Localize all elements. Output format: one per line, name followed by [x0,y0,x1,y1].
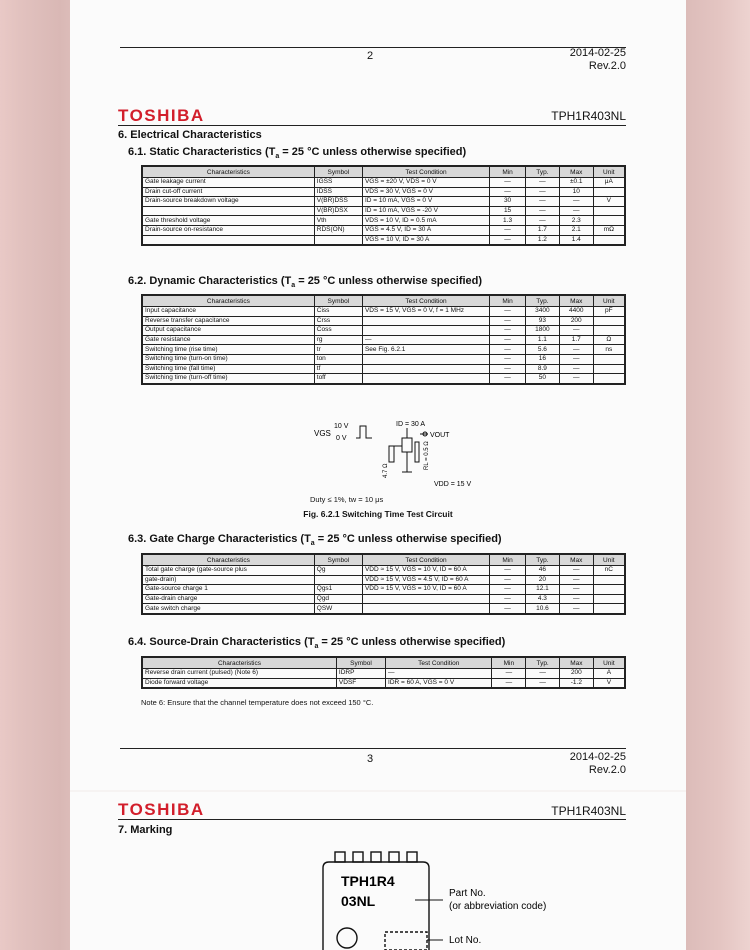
table-cell: IGSS [314,178,362,188]
table-cell: — [526,197,560,207]
mosfet-symbol [402,438,412,452]
table-row [142,345,625,355]
date-text: 2014-02-25 [569,47,626,59]
source-drain-table [141,656,626,689]
table-cell: — [492,678,526,688]
table-cell: gate-drain) [142,575,314,585]
table-cell [593,316,625,326]
brand-rule [118,819,626,820]
table-cell [362,354,489,364]
table-cell: 10 [559,187,593,197]
table-header-row: Characteristics Symbol Test Condition Min Typ. Max Unit [142,554,625,566]
table-cell [362,316,489,326]
table-cell: — [490,335,526,345]
toshiba-logo: TOSHIBA [118,106,205,125]
load-resistor [415,442,419,462]
table-cell: Ciss [314,307,362,317]
table-cell: — [490,307,526,317]
table-cell: mΩ [593,225,625,235]
table-cell: 200 [559,316,593,326]
table-cell: Drain-source on-resistance [142,225,314,235]
note-6: Note 6: Ensure that the channel temperature does not exceed 150 °C. [141,698,374,707]
table-header-row: Characteristics Symbol Test Condition Min Typ. Max Unit [142,166,625,178]
table-cell: ton [314,354,362,364]
package-lead [371,852,381,862]
table-cell: — [559,374,593,384]
lot-box [385,932,427,950]
table-row [142,566,625,576]
table-cell: 1.1 [526,335,560,345]
table-cell: — [559,354,593,364]
part-no-label: Part No. [449,888,486,899]
datasheet-page [70,792,686,950]
page-number: 2 [367,50,374,62]
table-cell: — [526,187,560,197]
part-number: TPH1R403NL [551,109,626,123]
table-cell: — [490,345,526,355]
table-cell: 4400 [559,307,593,317]
table-cell: 50 [526,374,560,384]
table-cell: Qg [314,566,362,576]
table-cell: ID = 10 mA, VGS = -20 V [362,206,489,216]
table-cell: — [559,326,593,336]
table-cell [593,604,625,614]
table-cell: VDS = 10 V, ID = 0.5 mA [362,216,489,226]
brand-rule [118,125,626,126]
table-cell [362,364,489,374]
figure-caption: Fig. 6.2.1 Switching Time Test Circuit [303,509,453,519]
table-cell: IDRP [336,669,385,679]
table-cell: — [490,594,526,604]
table-cell: VGS = ±20 V, VDS = 0 V [362,178,489,188]
table-header-row: Characteristics Symbol Test Condition Min Typ. Max Unit [142,295,625,307]
table-cell [593,187,625,197]
table-cell: — [559,585,593,595]
table-cell: Ω [593,335,625,345]
marking-diagram [315,848,685,950]
table-cell: 20 [526,575,560,585]
table-cell: -1.2 [559,678,593,688]
table-cell: VDD ≈ 15 V, VGS = 4.5 V, ID = 60 A [362,575,489,585]
table-cell [142,206,314,216]
table-cell: Reverse drain current (pulsed) (Note 6) [142,669,336,679]
table-cell [362,326,489,336]
table-cell: Drain cut-off current [142,187,314,197]
table-cell: — [559,604,593,614]
subsection-title: 6.4. Source-Drain Characteristics ($T_a = 25$ °C unless otherwise specified) [128,636,506,651]
package-lead [335,852,345,862]
table-cell [314,235,362,245]
marking-line-2: 03NL [341,893,376,909]
table-cell [593,354,625,364]
table-cell: Qgd [314,594,362,604]
table-cell: — [559,594,593,604]
marking-line-1: TPH1R4 [341,873,395,889]
table-cell [362,374,489,384]
table-cell: 46 [526,566,560,576]
table-cell: — [559,575,593,585]
table-cell: 1.3 [490,216,526,226]
table-row [142,335,625,345]
table-cell: — [559,566,593,576]
table-cell: 1.7 [526,225,560,235]
table-cell [593,206,625,216]
pin1-marker [337,928,357,948]
table-cell: tr [314,345,362,355]
table-cell: 8.9 [526,364,560,374]
table-cell: VDS = 30 V, VGS = 0 V [362,187,489,197]
table-cell: — [559,206,593,216]
table-row [142,316,625,326]
table-row [142,206,625,216]
package-lead [353,852,363,862]
header-rule [120,47,626,48]
gate-charge-table [141,553,626,615]
table-cell: ns [593,345,625,355]
table-cell: IDSS [314,187,362,197]
table-cell: ID = 10 mA, VGS = 0 V [362,197,489,207]
vgs-label: VGS [314,429,331,438]
table-cell: 15 [490,206,526,216]
table-cell: 16 [526,354,560,364]
table-cell: — [362,335,489,345]
duty-note: Duty ≤ 1%, tw = 10 μs [310,495,384,504]
table-cell: Gate switch charge [142,604,314,614]
table-row [142,354,625,364]
table-cell [142,235,314,245]
table-cell: μA [593,178,625,188]
table-cell: Gate-source charge 1 [142,585,314,595]
table-row [142,187,625,197]
table-header-row: Characteristics Symbol Test Condition Min Typ. Max Unit [142,657,625,669]
table-cell: — [559,364,593,374]
table-cell: 1.4 [559,235,593,245]
table-row [142,178,625,188]
table-cell: Vth [314,216,362,226]
table-cell: Drain-source breakdown voltage [142,197,314,207]
table-cell: 10.6 [526,604,560,614]
table-row [142,678,625,688]
table-cell [593,326,625,336]
table-cell: VDD ≈ 15 V, VGS = 10 V, ID = 60 A [362,566,489,576]
table-row [142,197,625,207]
package-lead [389,852,399,862]
lot-no-label: Lot No. [449,935,482,946]
table-cell: — [490,566,526,576]
table-cell: Switching time (turn-off time) [142,374,314,384]
table-cell: Total gate charge (gate-source plus [142,566,314,576]
table-cell: — [386,669,492,679]
table-cell: Gate leakage current [142,178,314,188]
table-row [142,594,625,604]
table-cell: — [490,354,526,364]
table-cell: — [526,206,560,216]
table-cell: 200 [559,669,593,679]
table-row [142,604,625,614]
table-cell: pF [593,307,625,317]
table-cell: V [593,678,625,688]
table-cell: — [490,326,526,336]
id-label: ID = 30 A [396,421,425,428]
table-cell: See Fig. 6.2.1 [362,345,489,355]
table-cell: 3400 [526,307,560,317]
table-row [142,669,625,679]
subsection-title: 6.2. Dynamic Characteristics ($T_a = 25$ °C unless otherwise specified) [128,275,483,290]
table-cell: — [559,345,593,355]
table-cell: Gate-drain charge [142,594,314,604]
table-row [142,216,625,226]
table-cell: ±0.1 [559,178,593,188]
revision-date [570,751,626,777]
datasheet-page [70,0,686,790]
table-cell: QSW [314,604,362,614]
revision-date [570,47,626,73]
table-cell: Gate resistance [142,335,314,345]
table-cell: — [490,225,526,235]
table-cell: Switching time (turn-on time) [142,354,314,364]
gate-resistor [389,446,394,462]
table-cell [593,585,625,595]
vout-label: VOUT [430,432,450,439]
table-cell [362,594,489,604]
table-row [142,307,625,317]
table-cell [593,575,625,585]
pulse-waveform [356,426,372,438]
table-row [142,585,625,595]
table-cell: — [490,235,526,245]
page-number: 3 [367,753,374,765]
v10-label: 10 V [334,423,349,430]
table-cell: — [526,178,560,188]
table-cell: rg [314,335,362,345]
table-row [142,575,625,585]
table-cell: — [490,316,526,326]
table-cell [593,374,625,384]
table-cell: — [526,678,560,688]
subsection-title: 6.3. Gate Charge Characteristics ($T_a = 25$ °C unless otherwise specified) [128,533,502,548]
table-cell: 4.3 [526,594,560,604]
table-cell [593,594,625,604]
table-cell: 1.2 [526,235,560,245]
rev-text: Rev.2.0 [588,764,626,776]
table-cell: RDS(ON) [314,225,362,235]
static-characteristics-table [141,165,626,246]
table-cell: VDS = 15 V, VGS = 0 V, f = 1 MHz [362,307,489,317]
table-row [142,326,625,336]
table-cell: — [490,604,526,614]
table-cell: Qgs1 [314,585,362,595]
table-cell: Diode forward voltage [142,678,336,688]
package-lead [407,852,417,862]
table-cell: 93 [526,316,560,326]
dynamic-characteristics-table [141,294,626,385]
table-cell: VDSF [336,678,385,688]
table-cell: Reverse transfer capacitance [142,316,314,326]
table-cell [314,575,362,585]
footer-rule [120,748,626,749]
table-row [142,225,625,235]
table-cell: nC [593,566,625,576]
table-cell [593,235,625,245]
table-cell: — [492,669,526,679]
table-cell: 30 [490,197,526,207]
table-cell: Coss [314,326,362,336]
table-row [142,364,625,374]
rev-text: Rev.2.0 [588,60,626,72]
table-row [142,235,625,245]
table-cell: — [490,374,526,384]
table-cell: — [490,575,526,585]
table-cell [593,364,625,374]
table-cell: Output capacitance [142,326,314,336]
date-text: 2014-02-25 [569,751,626,763]
table-cell: Switching time (fall time) [142,364,314,374]
table-cell: Gate threshold voltage [142,216,314,226]
table-cell: IDR = 60 A, VGS = 0 V [386,678,492,688]
section-title: 6. Electrical Characteristics [118,129,262,141]
table-cell [593,216,625,226]
table-cell [362,604,489,614]
table-cell: toff [314,374,362,384]
table-row [142,374,625,384]
table-cell: Crss [314,316,362,326]
table-cell: V [593,197,625,207]
subsection-title: 6.1. Static Characteristics ($T_a = 25$ °C unless otherwise specified) [128,146,467,161]
v0-label: 0 V [336,435,347,442]
rg-label: 4.7 Ω [383,463,389,478]
table-cell: tf [314,364,362,374]
table-cell: VDD ≈ 15 V, VGS = 10 V, ID = 60 A [362,585,489,595]
table-cell: 5.6 [526,345,560,355]
abbreviation-label: (or abbreviation code) [449,901,547,912]
table-cell: VGS = 10 V, ID = 30 A [362,235,489,245]
table-cell: 1.7 [559,335,593,345]
table-cell: — [490,187,526,197]
table-cell: — [490,585,526,595]
table-cell: V(BR)DSX [314,206,362,216]
table-cell: — [526,669,560,679]
table-cell: — [526,216,560,226]
part-number: TPH1R403NL [551,804,626,818]
rl-label: RL = 0.5 Ω [424,441,430,470]
table-cell: 2.1 [559,225,593,235]
vdd-label: VDD = 15 V [434,481,472,488]
table-cell: — [490,178,526,188]
table-cell: A [593,669,625,679]
table-cell: 2.3 [559,216,593,226]
toshiba-logo: TOSHIBA [118,800,205,819]
switching-test-circuit [310,418,480,490]
table-cell: — [490,364,526,374]
table-cell: — [559,197,593,207]
table-cell: Input capacitance [142,307,314,317]
table-cell: VGS = 4.5 V, ID = 30 A [362,225,489,235]
table-cell: V(BR)DSS [314,197,362,207]
section-title: 7. Marking [118,824,173,836]
table-cell: 1800 [526,326,560,336]
table-cell: 12.1 [526,585,560,595]
table-cell: Switching time (rise time) [142,345,314,355]
